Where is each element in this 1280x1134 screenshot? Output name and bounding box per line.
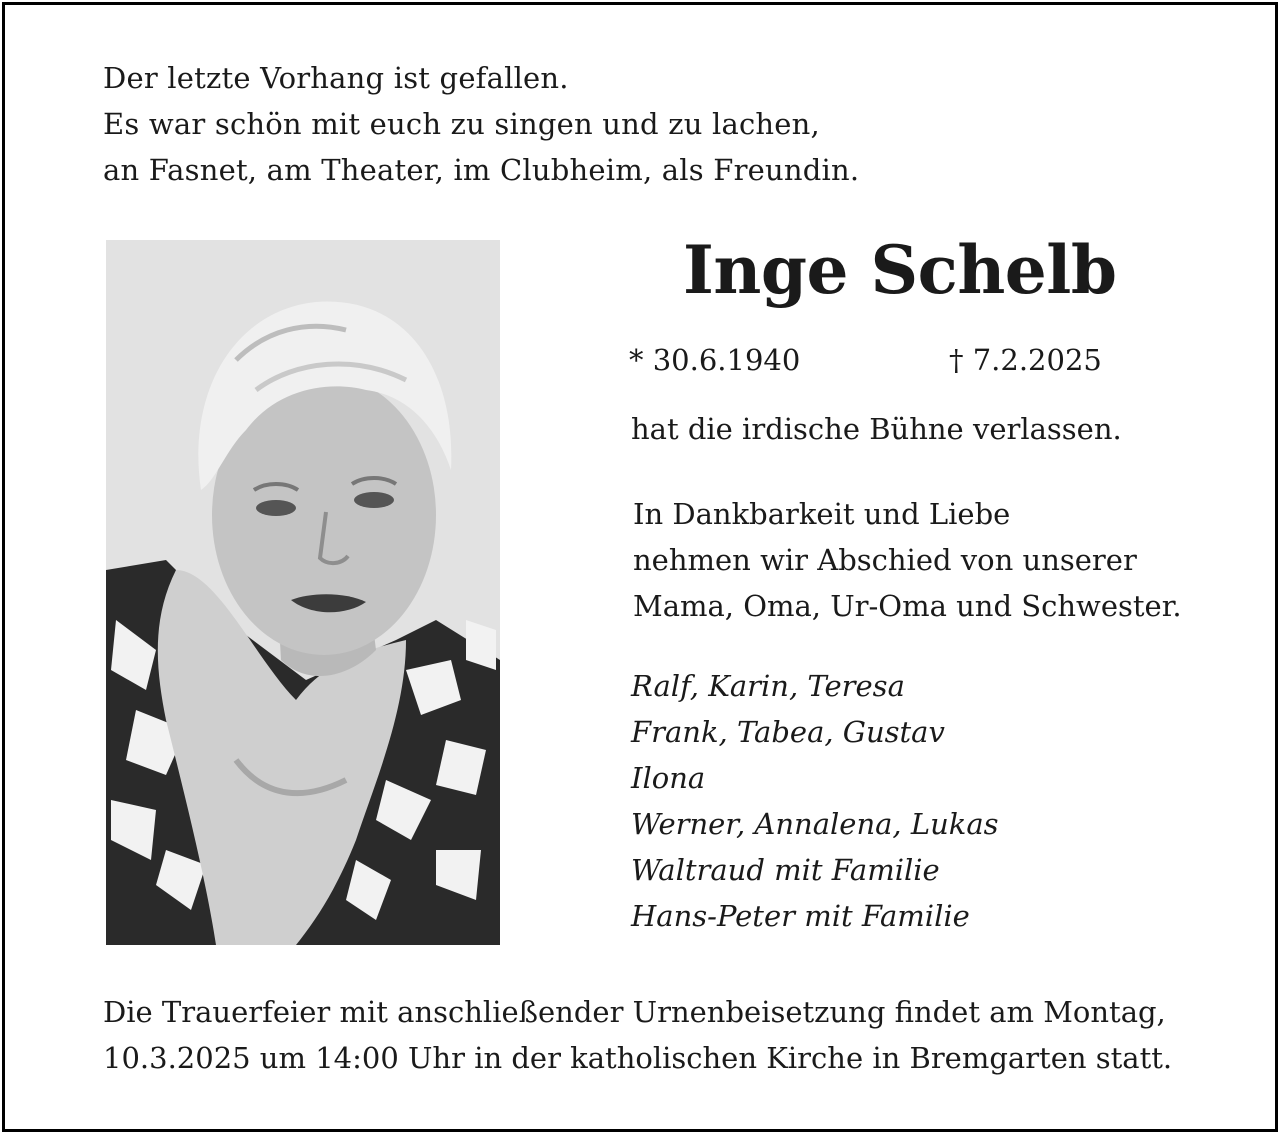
intro-verse xyxy=(103,55,859,193)
intro-line: an Fasnet, am Theater, im Clubheim, als Freundin. xyxy=(103,153,860,187)
funeral-info xyxy=(103,989,1172,1081)
mourner-entry: Hans-Peter mit Familie xyxy=(631,899,970,933)
mourners-list xyxy=(631,663,999,939)
farewell-line: nehmen wir Abschied von unserer xyxy=(633,543,1137,577)
intro-line: Es war schön mit euch zu singen und zu lachen, xyxy=(103,107,820,141)
mourner-entry: Frank, Tabea, Gustav xyxy=(631,715,945,749)
mourner-entry: Ralf, Karin, Teresa xyxy=(631,669,905,703)
mourner-entry: Werner, Annalena, Lukas xyxy=(631,807,999,841)
mourner-entry: Ilona xyxy=(631,761,706,795)
mourner-entry: Waltraud mit Familie xyxy=(631,853,940,887)
farewell-text xyxy=(633,491,1182,629)
portrait-photo xyxy=(106,240,500,945)
birth-date: * 30.6.1940 xyxy=(629,343,801,377)
obituary-notice xyxy=(2,2,1278,1132)
farewell-line: Mama, Oma, Ur-Oma und Schwester. xyxy=(633,589,1182,623)
death-date: † 7.2.2025 xyxy=(949,343,1102,377)
farewell-line: In Dankbarkeit und Liebe xyxy=(633,497,1011,531)
funeral-line: Die Trauerfeier mit anschließender Urnenbeisetzung findet am Montag, xyxy=(103,995,1166,1029)
deceased-name: Inge Schelb xyxy=(683,231,1117,309)
intro-line: Der letzte Vorhang ist gefallen. xyxy=(103,61,569,95)
portrait-illustration xyxy=(106,240,500,945)
funeral-line: 10.3.2025 um 14:00 Uhr in der katholischen Kirche in Bremgarten statt. xyxy=(103,1041,1173,1075)
statement-text: hat die irdische Bühne verlassen. xyxy=(631,412,1122,446)
